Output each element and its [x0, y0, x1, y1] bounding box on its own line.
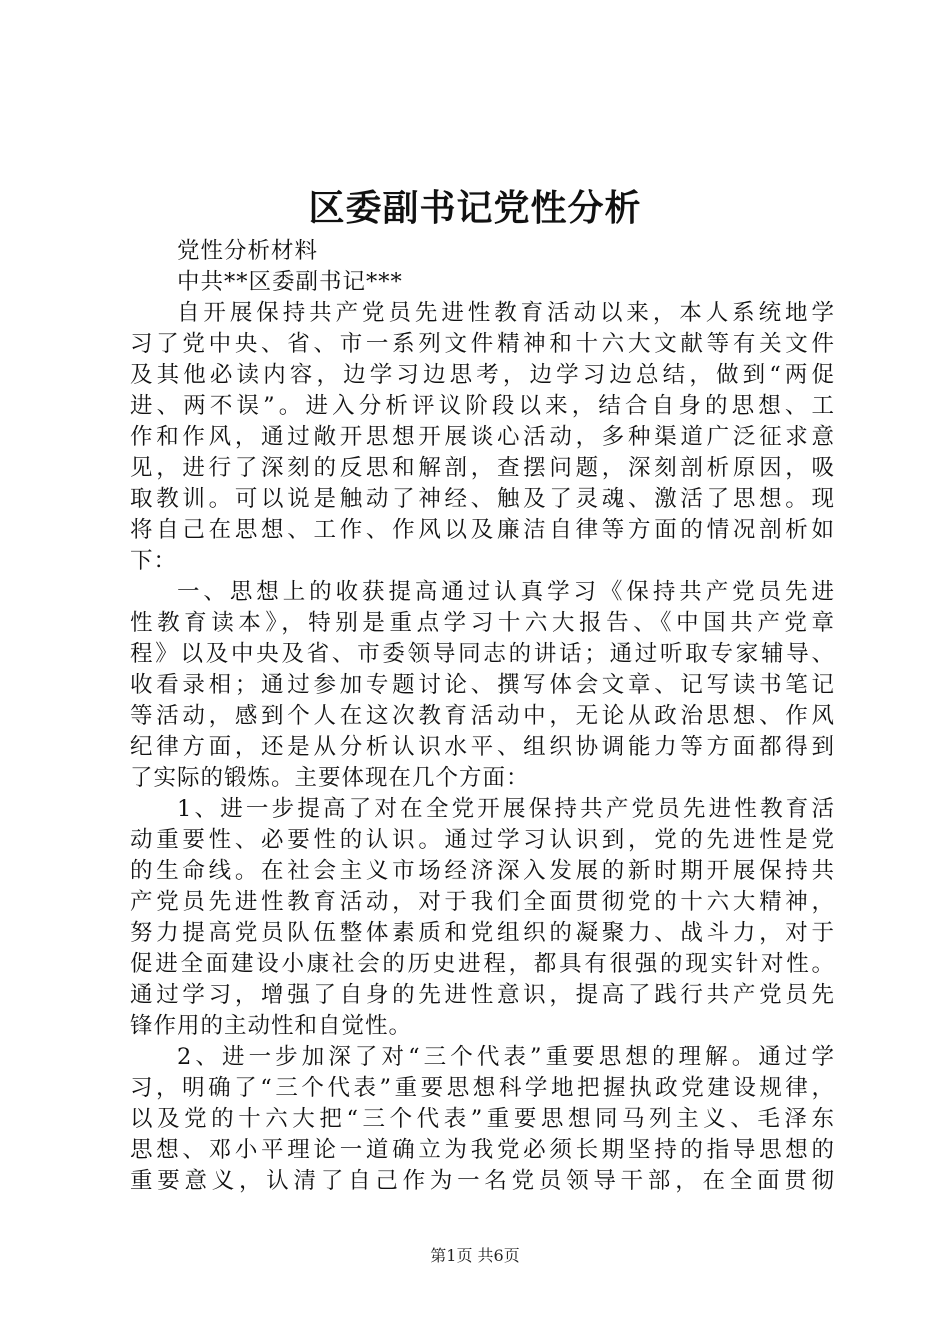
body-line: 自开展保持共产党员先进性教育活动以来，本人系统地学 — [177, 300, 835, 326]
body-line: 努力提高党员队伍整体素质和党组织的凝聚力、战斗力，对于 — [130, 920, 835, 946]
body-line: 产党员先进性教育活动，对于我们全面贯彻党的十六大精神， — [130, 889, 835, 915]
body-line: 1、进一步提高了对在全党开展保持共产党员先进性教育活 — [177, 796, 835, 822]
body-line: 作和作风，通过敞开思想开展谈心活动，多种渠道广泛征求意 — [130, 424, 835, 450]
body-line: 习，明确了“三个代表”重要思想科学地把握执政党建设规律， — [130, 1075, 835, 1101]
page-footer: 第1页 共6页 — [430, 1246, 520, 1265]
document-title: 区委副书记党性分析 — [308, 187, 642, 229]
body-line: 的生命线。在社会主义市场经济深入发展的新时期开展保持共 — [130, 858, 835, 884]
body-line: 通过学习，增强了自身的先进性意识，提高了践行共产党员先 — [130, 982, 835, 1008]
body-line: 见，进行了深刻的反思和解剖，查摆问题，深刻剖析原因，吸 — [130, 455, 835, 481]
body-line: 中共**区委副书记*** — [177, 269, 403, 295]
document-body — [130, 236, 835, 1197]
body-line: 思想、邓小平理论一道确立为我党必须长期坚持的指导思想的 — [130, 1137, 835, 1163]
body-line: 重要意义，认清了自己作为一名党员领导干部，在全面贯彻 — [130, 1168, 835, 1194]
body-line: 以及党的十六大把“三个代表”重要思想同马列主义、毛泽东 — [130, 1106, 835, 1132]
body-line: 进、两不误”。进入分析评议阶段以来，结合自身的思想、工 — [130, 393, 835, 419]
body-line: 纪律方面，还是从分析认识水平、组织协调能力等方面都得到 — [130, 734, 835, 760]
body-line: 下： — [130, 548, 178, 574]
body-line: 等活动，感到个人在这次教育活动中，无论从政治思想、作风 — [130, 703, 835, 729]
body-line: 习了党中央、省、市一系列文件精神和十六大文献等有关文件 — [130, 331, 835, 357]
body-line: 性教育读本》，特别是重点学习十六大报告、《中国共产党章 — [130, 610, 835, 636]
body-line: 将自己在思想、工作、作风以及廉洁自律等方面的情况剖析如 — [130, 517, 835, 543]
body-line: 2、进一步加深了对“三个代表”重要思想的理解。通过学 — [177, 1044, 835, 1070]
body-line: 促进全面建设小康社会的历史进程，都具有很强的现实针对性。 — [130, 951, 835, 977]
body-line: 取教训。可以说是触动了神经、触及了灵魂、激活了思想。现 — [130, 486, 835, 512]
body-line: 动重要性、必要性的认识。通过学习认识到，党的先进性是党 — [130, 827, 835, 853]
body-line: 一、思想上的收获提高通过认真学习《保持共产党员先进 — [177, 579, 835, 605]
body-line: 锋作用的主动性和自觉性。 — [130, 1013, 413, 1039]
body-line: 党性分析材料 — [177, 238, 319, 264]
body-line: 了实际的锻炼。主要体现在几个方面： — [130, 765, 530, 791]
body-line: 程》以及中央及省、市委领导同志的讲话；通过听取专家辅导、 — [130, 641, 835, 667]
body-line: 及其他必读内容，边学习边思考，边学习边总结，做到“两促 — [130, 362, 835, 388]
body-line: 收看录相；通过参加专题讨论、撰写体会文章、记写读书笔记 — [130, 672, 835, 698]
